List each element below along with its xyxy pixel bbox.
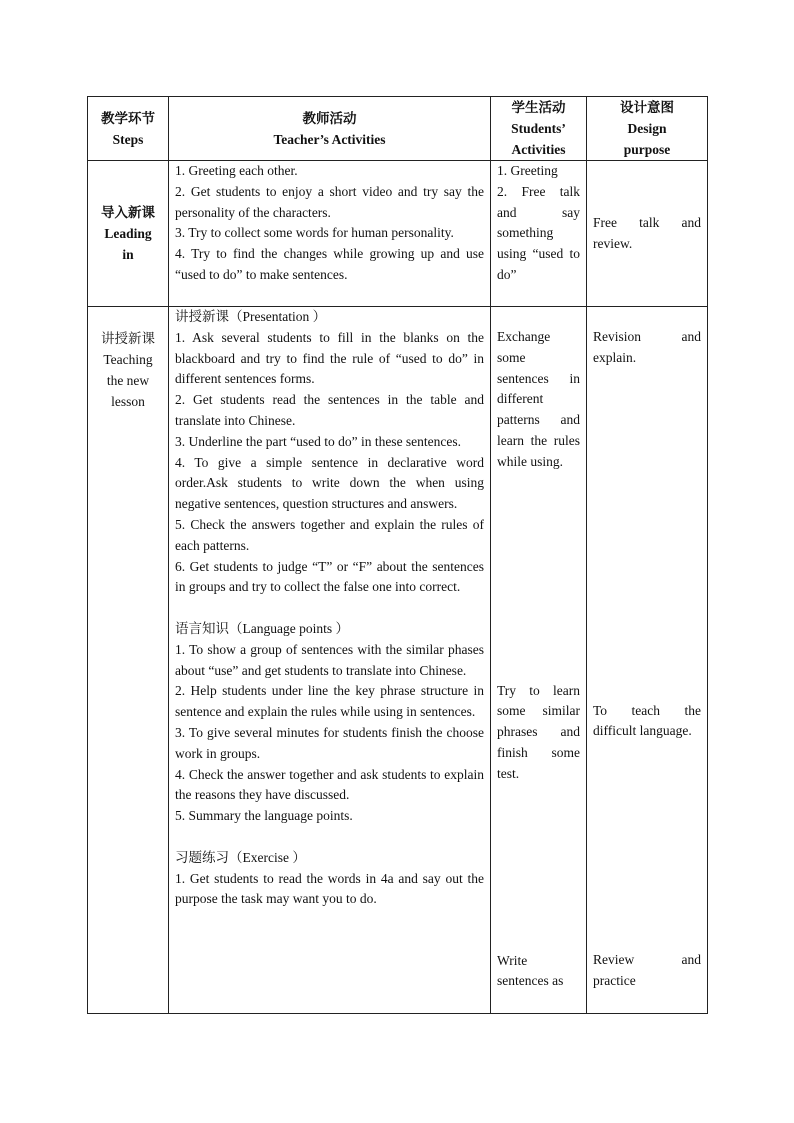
step-teaching-cn: 讲授新课 [101, 331, 155, 346]
step-leading-in [88, 161, 169, 307]
teacher-activity-item: 3. To give several minutes for students finish the choose work in groups. [175, 724, 484, 761]
teacher-activity-item: 1. Ask several students to fill in the blanks on the blackboard and try to find the rule of “used to do” in different sentences forms. [175, 329, 484, 387]
teacher-activity-item: 1. Get students to read the words in 4a and say out the purpose the task may want you to do. [175, 870, 484, 907]
teacher-activity-item: 4. Check the answer together and ask students to explain the reasons they have discussed. [175, 766, 484, 803]
teacher-activity-item: 5. Check the answers together and explain the rules of each patterns. [175, 516, 484, 553]
design-purpose-language-points: To teach the difficult language. [593, 702, 701, 739]
teacher-activity-item: 2. Help students under line the key phrase structure in sentence and explain the rules while using in sentences. [175, 683, 484, 720]
header-row [88, 97, 708, 161]
header-design [587, 97, 708, 161]
header-steps-en: Steps [112, 131, 144, 147]
teacher-activity-item: 3. Underline the part “used to do” in these sentences. [175, 433, 462, 449]
header-students-en-1: Students’ [511, 121, 566, 136]
header-design-en-1: Design [627, 121, 667, 136]
student-activities-leading-in [491, 161, 587, 307]
student-activity-presentation: Exchange some sentences in different patterns and learn the rules while using. [497, 329, 580, 469]
student-activity-language-points: Try to learn some similar phrases and finish some test. [497, 682, 580, 781]
teacher-activity-item: 6. Get students to judge “T” or “F” about the sentences in groups and try to collect the false one into correct. [175, 558, 484, 595]
header-teacher [169, 97, 491, 161]
step-teaching-en-2: the new [106, 373, 150, 388]
header-teacher-en: Teacher’s Activities [273, 131, 386, 147]
step-leading-in-cn: 导入新课 [101, 205, 155, 220]
design-purpose-text: Free talk and review. [593, 215, 701, 251]
student-activities-teaching [491, 307, 587, 1014]
teacher-activities-leading-in [169, 161, 491, 307]
header-students [491, 97, 587, 161]
teacher-activities-teaching [169, 307, 491, 1014]
header-design-cn: 设计意图 [620, 100, 674, 115]
lesson-plan-table [87, 96, 708, 1014]
step-teaching-en-1: Teaching [103, 352, 153, 367]
header-teacher-cn: 教师活动 [302, 110, 357, 126]
header-steps [88, 97, 169, 161]
teacher-activity-item: 2. Get students to enjoy a short video and try say the personality of the characters. [175, 183, 484, 220]
student-activity-item: 1. Greeting [497, 163, 558, 178]
teacher-activity-item: 4. To give a simple sentence in declarative word order.Ask students to write down the when using negative sentences, question structures and answers. [175, 454, 484, 512]
teacher-activity-item: 5. Summary the language points. [175, 808, 353, 824]
design-purpose-presentation: Revision and explain. [593, 329, 701, 365]
student-activity-exercise: Write sentences as [497, 952, 564, 989]
header-students-en-2: Activities [511, 142, 566, 157]
design-purpose-leading-in [587, 161, 708, 307]
teaching-new-lesson-row [88, 307, 708, 1014]
student-activity-item: 2. Free talk and say something using “used to do” [497, 183, 580, 282]
step-leading-in-en-1: Leading [104, 226, 152, 241]
teacher-activity-item: 1. Greeting each other. [175, 163, 298, 178]
leading-in-row [88, 161, 708, 307]
teacher-activity-item: 1. To show a group of sentences with the similar phases about “use” and get students to translate into Chinese. [175, 641, 484, 678]
teacher-activity-item: 3. Try to collect some words for human personality. [175, 225, 454, 241]
step-leading-in-en-2: in [122, 247, 134, 262]
section-title-presentation: 讲授新课（Presentation ） [175, 309, 327, 324]
teacher-activity-item: 2. Get students read the sentences in the table and translate into Chinese. [175, 392, 484, 428]
step-teaching [88, 307, 169, 1014]
section-title-exercise: 习题练习（Exercise ） [175, 849, 306, 865]
header-students-cn: 学生活动 [511, 100, 566, 115]
section-title-language-points: 语言知识（Language points ） [175, 620, 349, 636]
header-steps-cn: 教学环节 [101, 110, 155, 126]
teacher-activity-item: 4. Try to find the changes while growing up and use “used to do” to make sentences. [175, 246, 484, 282]
header-design-en-2: purpose [623, 142, 671, 157]
design-purpose-teaching [587, 307, 708, 1014]
step-teaching-en-3: lesson [111, 394, 145, 409]
design-purpose-exercise: Review and practice [593, 952, 701, 988]
